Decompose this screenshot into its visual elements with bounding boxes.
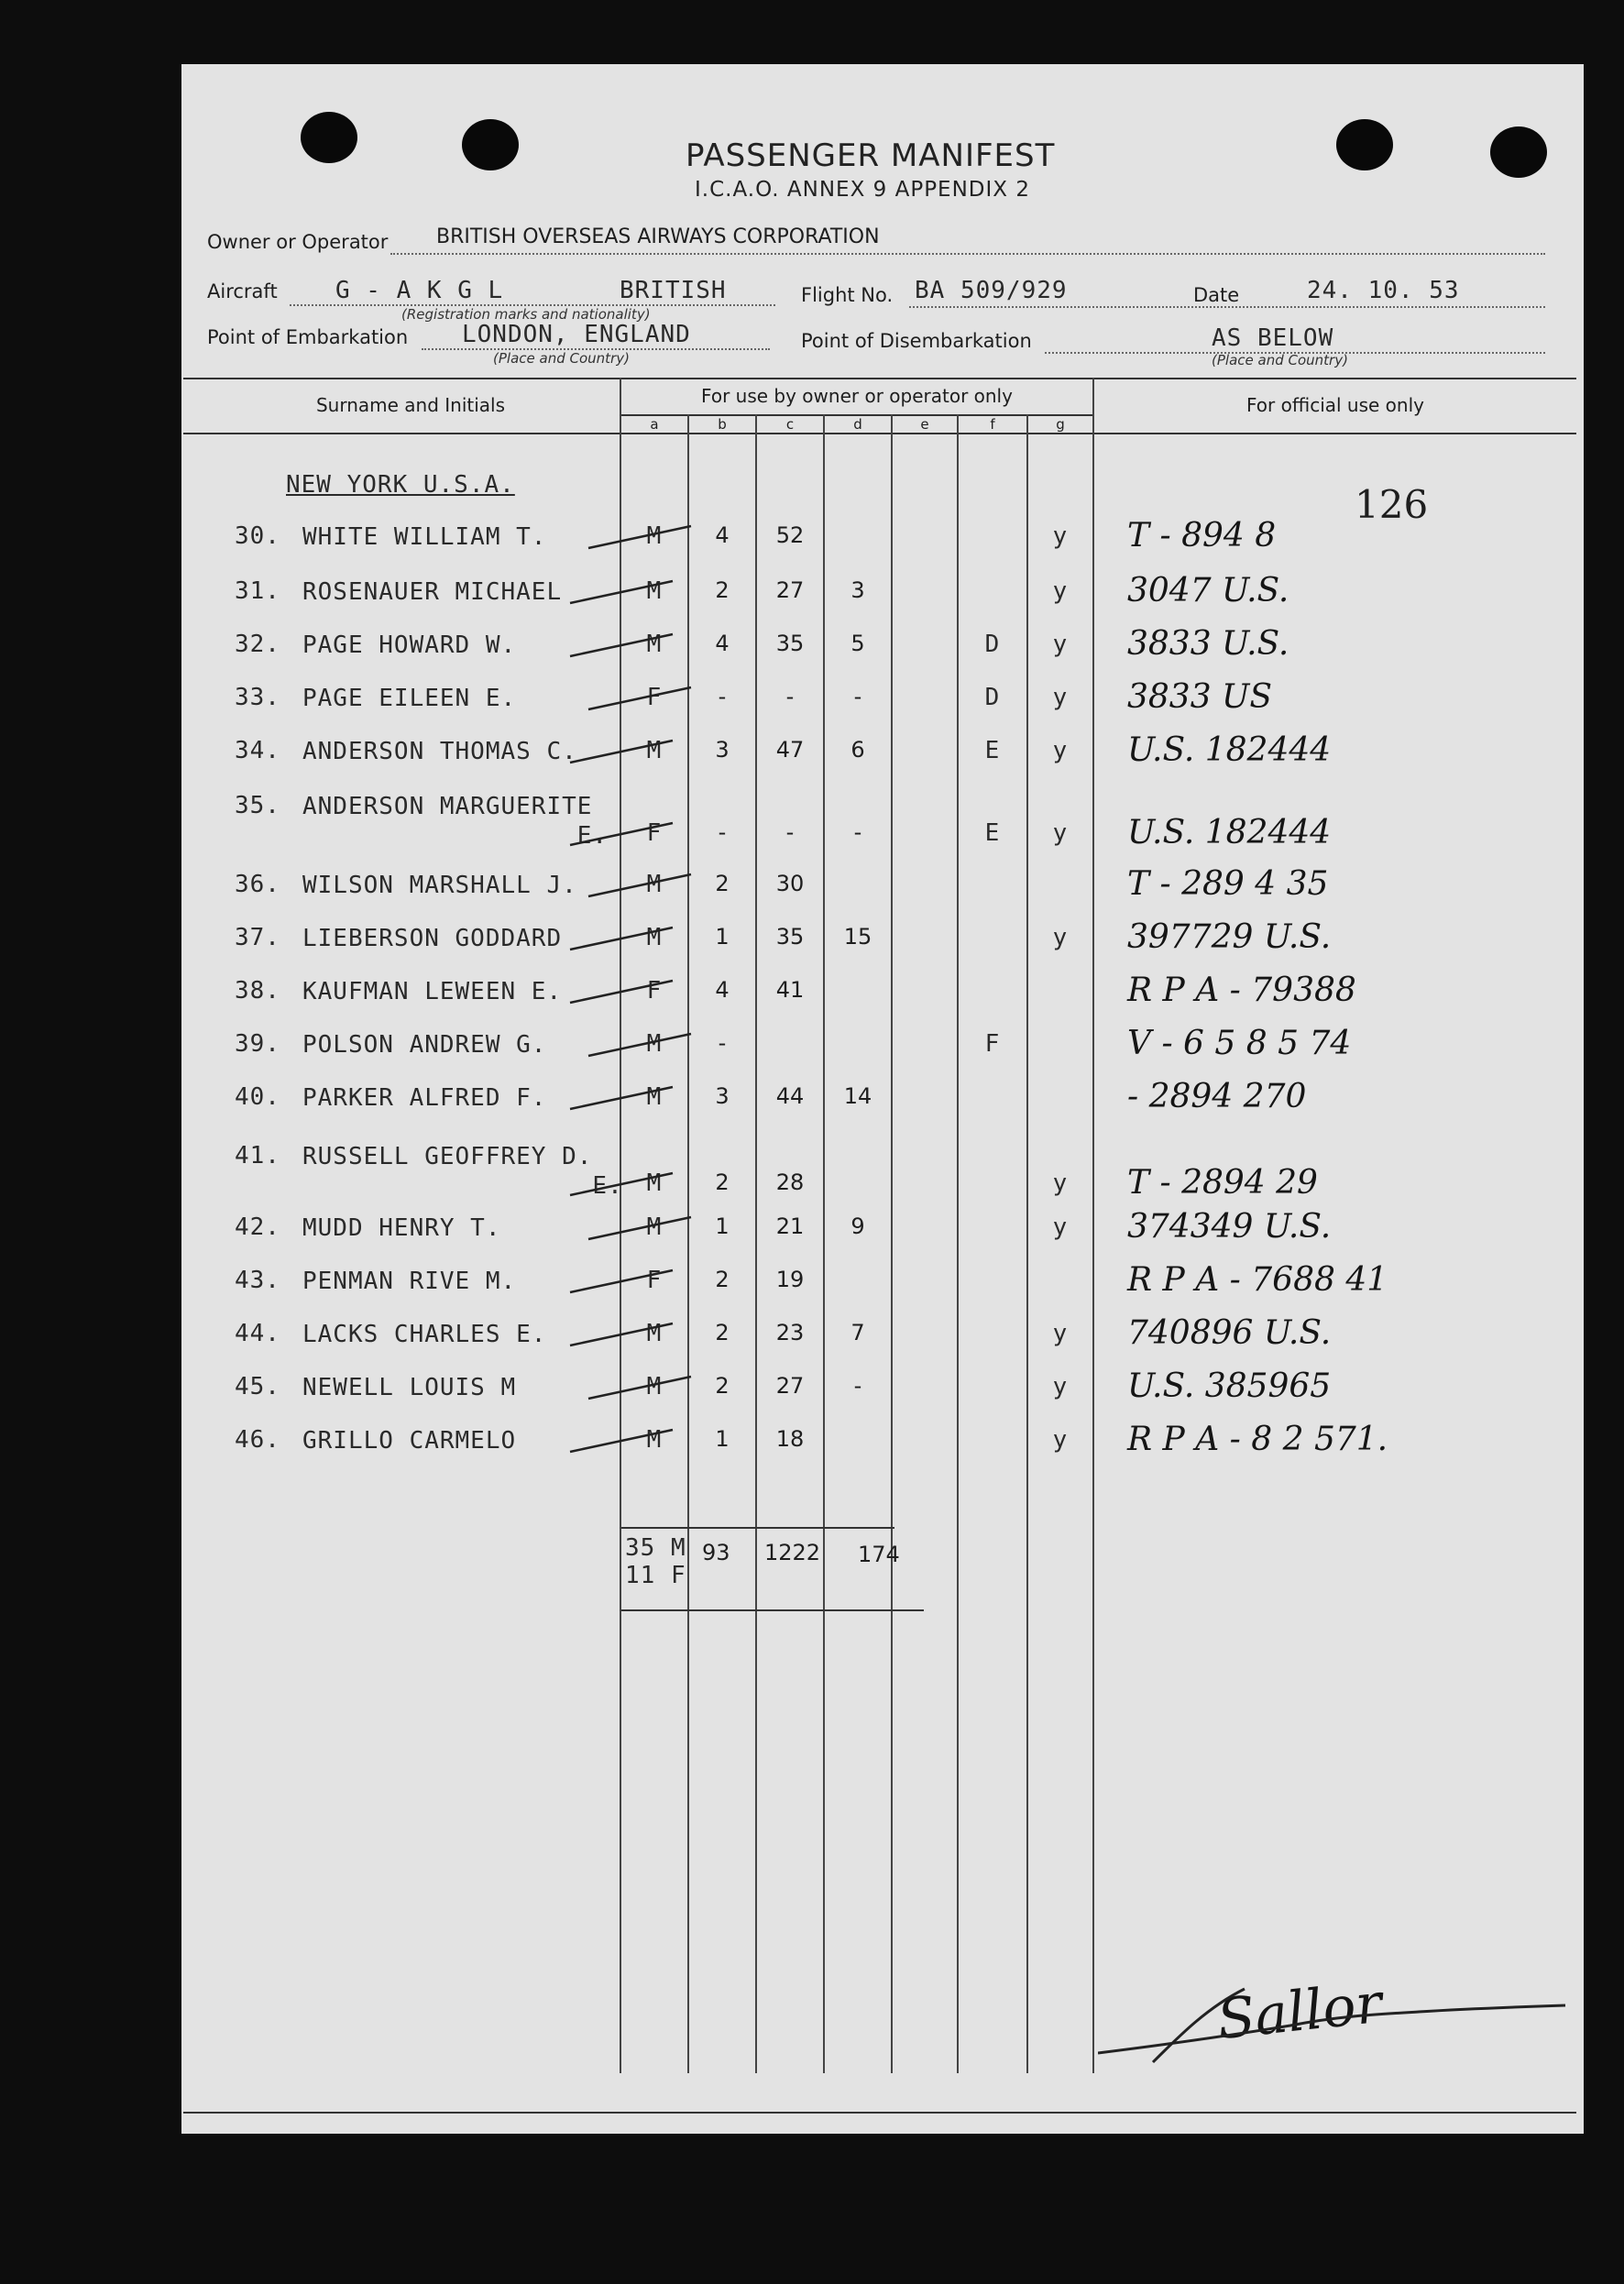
col-owner-header: For use by owner or operator only	[701, 385, 1013, 407]
total-d: 174	[858, 1542, 900, 1567]
table-header-rule	[183, 433, 1576, 434]
subcol-e: e	[920, 416, 929, 433]
cell-d: 5	[850, 631, 865, 656]
cell-b: 4	[715, 977, 730, 1003]
row-number: 31.	[235, 577, 280, 605]
cell-b: 1	[715, 1213, 730, 1239]
subcol-a: a	[650, 416, 659, 433]
cell-sex: F	[646, 819, 663, 847]
cell-d: 3	[850, 577, 865, 603]
cell-b: -	[718, 684, 727, 709]
cell-sex: M	[646, 1320, 663, 1347]
cell-c: 35	[775, 924, 805, 950]
passenger-name: PARKER ALFRED F.	[302, 1084, 547, 1112]
passenger-name: KAUFMAN LEWEEN E.	[302, 978, 563, 1005]
aircraft-nationality: BRITISH	[620, 277, 727, 304]
passenger-name: PAGE HOWARD W.	[302, 631, 517, 659]
col-line	[755, 414, 757, 2073]
cell-g: y	[1052, 737, 1069, 764]
cell-c: 30	[775, 871, 805, 896]
cell-c: 52	[775, 522, 805, 548]
cell-f: E	[984, 737, 1001, 764]
cell-c: 41	[775, 977, 805, 1003]
subcol-f: f	[990, 416, 995, 433]
check-mark-icon	[585, 521, 695, 557]
passenger-name: WILSON MARSHALL J.	[302, 872, 577, 899]
owner-value: BRITISH OVERSEAS AIRWAYS CORPORATION	[436, 225, 880, 248]
handwritten-note: R P A - 8 2 571.	[1127, 1421, 1388, 1458]
check-mark-icon	[566, 735, 676, 772]
cell-b: 2	[715, 577, 730, 603]
check-mark-icon	[585, 1371, 695, 1408]
passenger-name: LIEBERSON GODDARD	[302, 925, 563, 952]
check-mark-icon	[585, 1212, 695, 1248]
total-c: 1222	[764, 1540, 821, 1565]
row-number: 44.	[235, 1320, 280, 1347]
flight-number: BA 509/929	[915, 277, 1068, 304]
check-mark-icon	[566, 1318, 676, 1355]
subcol-d: d	[853, 416, 862, 433]
cell-b: 2	[715, 1320, 730, 1345]
cell-f: D	[984, 684, 1001, 711]
footer-rule	[183, 2112, 1576, 2114]
passenger-name: WHITE WILLIAM T.	[302, 523, 547, 551]
cell-f: D	[984, 631, 1001, 658]
totals-top-rule	[621, 1527, 894, 1529]
check-mark-icon	[566, 1424, 676, 1461]
cell-f: F	[984, 1030, 1001, 1058]
row-number: 40.	[235, 1083, 280, 1111]
cell-b: 2	[715, 1267, 730, 1292]
handwritten-note: U.S. 182444	[1127, 814, 1332, 851]
passenger-name: MUDD HENRY T.	[302, 1214, 501, 1242]
cell-sex: F	[646, 977, 663, 1005]
cell-b: -	[718, 819, 727, 845]
handwritten-note: T - 894 8	[1127, 517, 1277, 555]
handwritten-note: V - 6 5 8 5 74	[1127, 1025, 1352, 1062]
passenger-name: POLSON ANDREW G.	[302, 1031, 547, 1059]
subcol-b: b	[718, 416, 727, 433]
check-mark-icon	[585, 1028, 695, 1065]
passenger-name: NEWELL LOUIS M	[302, 1374, 517, 1401]
row-number: 30.	[235, 522, 280, 550]
date-value: 24. 10. 53	[1307, 277, 1460, 304]
cell-sex: M	[646, 924, 663, 951]
cell-b: 3	[715, 1083, 730, 1109]
section-heading: NEW YORK U.S.A.	[286, 471, 515, 499]
check-mark-icon	[566, 975, 676, 1012]
cell-g: y	[1052, 1169, 1069, 1197]
cell-f: E	[984, 819, 1001, 847]
cell-c: 28	[775, 1169, 805, 1195]
passenger-name: PAGE EILEEN E.	[302, 685, 517, 712]
punch-hole-icon	[1490, 126, 1547, 178]
row-number: 41.	[235, 1142, 280, 1169]
handwritten-note: 3047 U.S.	[1127, 572, 1289, 609]
disembark-label: Point of Disembarkation	[801, 330, 1032, 352]
cell-c: 47	[775, 737, 805, 763]
handwritten-note: 374349 U.S.	[1127, 1208, 1332, 1246]
cell-sex: M	[646, 1030, 663, 1058]
cell-b: 1	[715, 1426, 730, 1452]
cell-g: y	[1052, 924, 1069, 951]
check-mark-icon	[566, 1082, 676, 1118]
page-number: 126	[1355, 482, 1429, 527]
flight-dotted-line	[909, 306, 1303, 308]
page-title: PASSENGER MANIFEST	[686, 137, 1056, 174]
handwritten-note: R P A - 79388	[1127, 972, 1356, 1009]
cell-d: 14	[843, 1083, 872, 1109]
cell-g: y	[1052, 631, 1069, 658]
handwritten-note: U.S. 182444	[1127, 731, 1332, 769]
cell-b: 2	[715, 1169, 730, 1195]
cell-b: 4	[715, 631, 730, 656]
col-line	[891, 414, 893, 2073]
aircraft-label: Aircraft	[207, 280, 278, 302]
row-number: 43.	[235, 1267, 280, 1294]
total-b: 93	[702, 1540, 730, 1565]
cell-d: 9	[850, 1213, 865, 1239]
check-mark-icon	[566, 1168, 676, 1204]
passenger-name: GRILLO CARMELO	[302, 1427, 517, 1455]
passenger-name: ANDERSON THOMAS C.	[302, 738, 577, 765]
row-number: 37.	[235, 924, 280, 951]
total-female: 11 F	[625, 1562, 686, 1589]
total-male: 35 M	[625, 1534, 686, 1562]
cell-b: 2	[715, 1373, 730, 1399]
cell-b: 3	[715, 737, 730, 763]
cell-b: 2	[715, 871, 730, 896]
row-number: 36.	[235, 871, 280, 898]
col-surname-header: Surname and Initials	[315, 394, 506, 416]
row-number: 45.	[235, 1373, 280, 1400]
cell-d: -	[853, 1373, 862, 1399]
handwritten-note: 740896 U.S.	[1127, 1314, 1332, 1352]
cell-g: y	[1052, 1213, 1069, 1241]
subcol-c: c	[785, 416, 795, 433]
aircraft-registration: G - A K G L	[335, 277, 504, 304]
cell-c: 18	[775, 1426, 805, 1452]
cell-g: y	[1052, 819, 1069, 847]
cell-d: 15	[843, 924, 872, 950]
cell-g: y	[1052, 577, 1069, 605]
passenger-name: ROSENAUER MICHAEL	[302, 578, 563, 606]
handwritten-note: - 2894 270	[1127, 1078, 1307, 1115]
date-dotted-line	[1246, 306, 1545, 308]
cell-c: 19	[775, 1267, 805, 1292]
row-number: 34.	[235, 737, 280, 764]
cell-sex: M	[646, 1169, 663, 1197]
flight-label: Flight No.	[801, 284, 894, 306]
col-line	[957, 414, 959, 2073]
cell-b: 4	[715, 522, 730, 548]
cell-g: y	[1052, 684, 1069, 711]
row-number: 33.	[235, 684, 280, 711]
col-line	[823, 414, 825, 2073]
disembark-note: (Place and Country)	[1212, 352, 1348, 368]
table-top-rule	[183, 378, 1576, 379]
cell-c: 27	[775, 577, 805, 603]
cell-sex: M	[646, 1213, 663, 1241]
passenger-name: PENMAN RIVE M.	[302, 1268, 517, 1295]
cell-g: y	[1052, 1373, 1069, 1400]
cell-c: 27	[775, 1373, 805, 1399]
punch-hole-icon	[1336, 119, 1393, 170]
cell-sex: F	[646, 684, 663, 711]
check-mark-icon	[566, 1265, 676, 1301]
row-number: 39.	[235, 1030, 280, 1058]
col-official-header: For official use only	[1246, 394, 1424, 416]
row-number: 46.	[235, 1426, 280, 1454]
row-number: 38.	[235, 977, 280, 1005]
handwritten-note: T - 289 4 35	[1127, 865, 1329, 903]
check-mark-icon	[566, 922, 676, 959]
cell-d: 7	[850, 1320, 865, 1345]
punch-hole-icon	[301, 112, 357, 163]
row-number: 35.	[235, 792, 280, 819]
embark-value: LONDON, ENGLAND	[462, 321, 691, 348]
cell-d: -	[853, 684, 862, 709]
cell-b: -	[718, 1030, 727, 1056]
passenger-name: RUSSELL GEOFFREY D. E.	[302, 1143, 623, 1200]
check-mark-icon	[566, 576, 676, 612]
cell-sex: M	[646, 631, 663, 658]
cell-g: y	[1052, 1320, 1069, 1347]
cell-sex: M	[646, 1373, 663, 1400]
handwritten-note: R P A - 7688 41	[1127, 1261, 1388, 1299]
cell-c: -	[785, 819, 795, 845]
cell-sex: M	[646, 871, 663, 898]
cell-g: y	[1052, 1426, 1069, 1454]
punch-hole-icon	[462, 119, 519, 170]
cell-d: 6	[850, 737, 865, 763]
row-number: 42.	[235, 1213, 280, 1241]
handwritten-note: 397729 U.S.	[1127, 918, 1332, 956]
cell-b: 1	[715, 924, 730, 950]
cell-sex: M	[646, 577, 663, 605]
date-label: Date	[1193, 284, 1240, 306]
manifest-sheet	[181, 64, 1584, 2134]
row-number: 32.	[235, 631, 280, 658]
signature: Sallor	[1213, 1971, 1386, 2053]
check-mark-icon	[566, 629, 676, 665]
handwritten-note: 3833 U.S.	[1127, 625, 1289, 663]
passenger-name: ANDERSON MARGUERITE E.	[302, 793, 609, 850]
signature-stroke	[1098, 1971, 1575, 2081]
cell-sex: M	[646, 1083, 663, 1111]
cell-sex: M	[646, 522, 663, 550]
totals-bottom-rule	[621, 1609, 924, 1611]
embark-note: (Place and Country)	[493, 350, 630, 367]
cell-c: 44	[775, 1083, 805, 1109]
col-line	[1092, 378, 1094, 2073]
check-mark-icon	[566, 818, 676, 854]
page-subtitle: I.C.A.O. ANNEX 9 APPENDIX 2	[695, 178, 1030, 202]
disembark-value: AS BELOW	[1212, 324, 1334, 352]
check-mark-icon	[585, 869, 695, 906]
col-line	[1026, 414, 1028, 2073]
cell-d: -	[853, 819, 862, 845]
cell-sex: M	[646, 1426, 663, 1454]
owner-label: Owner or Operator	[207, 231, 389, 253]
check-mark-icon	[585, 682, 695, 719]
subcol-g: g	[1056, 416, 1065, 433]
registration-note: (Registration marks and nationality)	[401, 306, 651, 323]
cell-c: 35	[775, 631, 805, 656]
cell-g: y	[1052, 522, 1069, 550]
cell-c: -	[785, 684, 795, 709]
owner-dotted-line	[390, 253, 1545, 255]
cell-c: 21	[775, 1213, 805, 1239]
cell-sex: F	[646, 1267, 663, 1294]
handwritten-note: T - 2894 29	[1127, 1164, 1318, 1202]
handwritten-note: U.S. 385965	[1127, 1367, 1332, 1405]
passenger-name: LACKS CHARLES E.	[302, 1321, 547, 1348]
cell-c: 23	[775, 1320, 805, 1345]
cell-sex: M	[646, 737, 663, 764]
embark-label: Point of Embarkation	[207, 326, 409, 348]
handwritten-note: 3833 US	[1127, 678, 1273, 716]
